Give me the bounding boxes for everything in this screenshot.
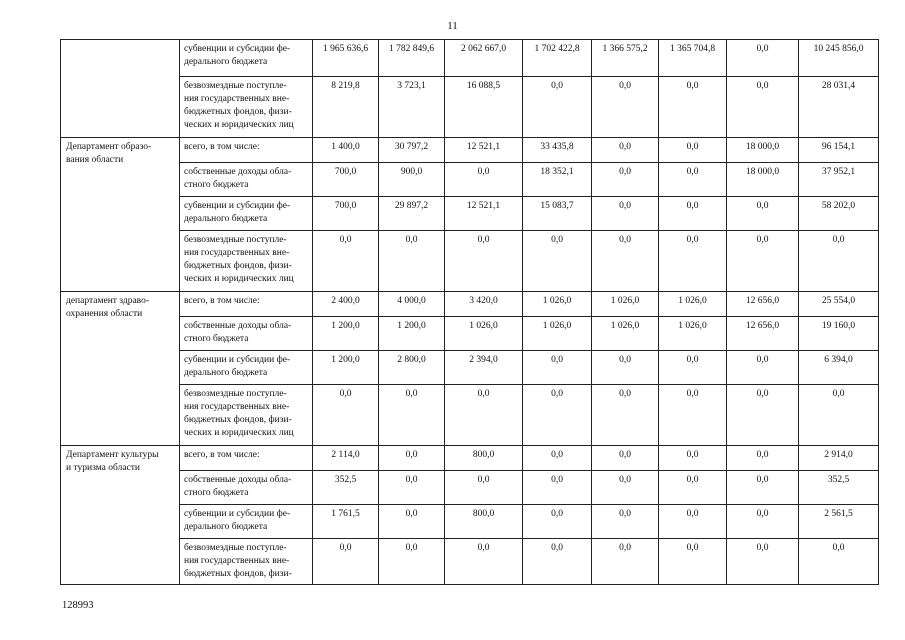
table-row — [61, 351, 879, 385]
table-row — [61, 471, 879, 505]
table-row — [61, 505, 879, 539]
value-cell: 2 914,0 — [799, 446, 879, 471]
value-cell: 0,0 — [727, 77, 799, 138]
value-cell: 0,0 — [523, 505, 592, 539]
value-cell: 12 521,1 — [445, 138, 523, 163]
indicator-cell: субвенции и субсидии фе- дерального бюджета — [180, 197, 313, 231]
value-cell: 0,0 — [659, 505, 727, 539]
value-cell: 0,0 — [727, 197, 799, 231]
table-body — [61, 40, 879, 585]
value-cell: 0,0 — [727, 385, 799, 446]
value-cell: 700,0 — [313, 163, 379, 197]
department-cell-education: Департамент образо- вания области — [61, 138, 180, 292]
indicator-cell: безвозмездные поступле- ния государственных вне- бюджетных фондов, физи- — [180, 539, 313, 585]
value-cell: 0,0 — [659, 77, 727, 138]
value-cell: 0,0 — [523, 231, 592, 292]
value-cell: 1 702 422,8 — [523, 40, 592, 77]
indicator-cell: субвенции и субсидии фе- дерального бюджета — [180, 351, 313, 385]
value-cell: 16 088,5 — [445, 77, 523, 138]
value-cell: 12 521,1 — [445, 197, 523, 231]
value-cell: 0,0 — [592, 385, 659, 446]
value-cell: 6 394,0 — [799, 351, 879, 385]
value-cell: 0,0 — [313, 231, 379, 292]
department-cell-culture: Департамент культуры и туризма области — [61, 446, 180, 585]
value-cell: 0,0 — [659, 446, 727, 471]
value-cell: 1 026,0 — [659, 317, 727, 351]
value-cell: 28 031,4 — [799, 77, 879, 138]
value-cell: 18 000,0 — [727, 163, 799, 197]
value-cell: 0,0 — [445, 231, 523, 292]
indicator-cell: всего, в том числе: — [180, 138, 313, 163]
value-cell: 1 026,0 — [523, 292, 592, 317]
value-cell: 1 026,0 — [592, 317, 659, 351]
value-cell: 0,0 — [592, 446, 659, 471]
value-cell: 1 400,0 — [313, 138, 379, 163]
value-cell: 0,0 — [727, 351, 799, 385]
indicator-cell: безвозмездные поступле- ния государственных вне- бюджетных фондов, физи- ческих и юридических лиц — [180, 231, 313, 292]
value-cell: 1 026,0 — [659, 292, 727, 317]
value-cell: 0,0 — [592, 231, 659, 292]
indicator-cell: собственные доходы обла- стного бюджета — [180, 471, 313, 505]
value-cell: 0,0 — [523, 351, 592, 385]
value-cell: 58 202,0 — [799, 197, 879, 231]
value-cell: 1 365 704,8 — [659, 40, 727, 77]
value-cell: 900,0 — [379, 163, 445, 197]
value-cell: 2 394,0 — [445, 351, 523, 385]
value-cell: 0,0 — [659, 385, 727, 446]
footer-code: 128993 — [62, 600, 94, 611]
value-cell: 19 160,0 — [799, 317, 879, 351]
department-cell-health: департамент здраво- охранения области — [61, 292, 180, 446]
value-cell: 0,0 — [445, 163, 523, 197]
value-cell: 33 435,8 — [523, 138, 592, 163]
value-cell: 0,0 — [523, 77, 592, 138]
value-cell: 0,0 — [379, 446, 445, 471]
value-cell: 25 554,0 — [799, 292, 879, 317]
value-cell: 0,0 — [727, 539, 799, 585]
indicator-cell: всего, в том числе: — [180, 446, 313, 471]
value-cell: 0,0 — [659, 197, 727, 231]
value-cell: 0,0 — [523, 385, 592, 446]
value-cell: 3 723,1 — [379, 77, 445, 138]
value-cell: 0,0 — [445, 385, 523, 446]
value-cell: 352,5 — [313, 471, 379, 505]
value-cell: 3 420,0 — [445, 292, 523, 317]
value-cell: 1 200,0 — [313, 351, 379, 385]
value-cell: 2 114,0 — [313, 446, 379, 471]
value-cell: 0,0 — [799, 385, 879, 446]
indicator-cell: субвенции и субсидии фе- дерального бюджета — [180, 40, 313, 77]
value-cell: 0,0 — [727, 471, 799, 505]
value-cell: 0,0 — [659, 351, 727, 385]
value-cell: 0,0 — [659, 163, 727, 197]
table-row — [61, 138, 879, 163]
indicator-cell: собственные доходы обла- стного бюджета — [180, 317, 313, 351]
value-cell: 0,0 — [592, 351, 659, 385]
value-cell: 0,0 — [379, 539, 445, 585]
value-cell: 1 026,0 — [445, 317, 523, 351]
table-row — [61, 77, 879, 138]
value-cell: 12 656,0 — [727, 317, 799, 351]
value-cell: 0,0 — [727, 446, 799, 471]
value-cell: 0,0 — [592, 505, 659, 539]
value-cell: 29 897,2 — [379, 197, 445, 231]
table-row — [61, 446, 879, 471]
value-cell: 1 200,0 — [379, 317, 445, 351]
value-cell: 0,0 — [799, 539, 879, 585]
value-cell: 1 200,0 — [313, 317, 379, 351]
indicator-cell: субвенции и субсидии фе- дерального бюджета — [180, 505, 313, 539]
value-cell: 800,0 — [445, 505, 523, 539]
value-cell: 0,0 — [799, 231, 879, 292]
table-row — [61, 539, 879, 585]
value-cell: 0,0 — [659, 471, 727, 505]
indicator-cell: всего, в том числе: — [180, 292, 313, 317]
value-cell: 0,0 — [379, 385, 445, 446]
table-row — [61, 40, 879, 77]
table-row — [61, 292, 879, 317]
value-cell: 0,0 — [523, 446, 592, 471]
value-cell: 0,0 — [659, 231, 727, 292]
value-cell: 800,0 — [445, 446, 523, 471]
value-cell: 0,0 — [379, 471, 445, 505]
department-cell-continued — [61, 40, 180, 138]
value-cell: 0,0 — [313, 385, 379, 446]
value-cell: 1 026,0 — [592, 292, 659, 317]
value-cell: 0,0 — [727, 231, 799, 292]
value-cell: 0,0 — [379, 505, 445, 539]
value-cell: 0,0 — [592, 77, 659, 138]
value-cell: 0,0 — [523, 539, 592, 585]
value-cell: 1 782 849,6 — [379, 40, 445, 77]
value-cell: 10 245 856,0 — [799, 40, 879, 77]
value-cell: 12 656,0 — [727, 292, 799, 317]
value-cell: 2 400,0 — [313, 292, 379, 317]
value-cell: 2 561,5 — [799, 505, 879, 539]
table-row — [61, 197, 879, 231]
value-cell: 1 965 636,6 — [313, 40, 379, 77]
value-cell: 0,0 — [313, 539, 379, 585]
value-cell: 700,0 — [313, 197, 379, 231]
value-cell: 1 366 575,2 — [592, 40, 659, 77]
value-cell: 0,0 — [445, 471, 523, 505]
value-cell: 0,0 — [379, 231, 445, 292]
value-cell: 8 219,8 — [313, 77, 379, 138]
value-cell: 18 000,0 — [727, 138, 799, 163]
budget-table — [60, 39, 879, 585]
value-cell: 0,0 — [592, 539, 659, 585]
indicator-cell: безвозмездные поступле- ния государственных вне- бюджетных фондов, физи- ческих и юридических лиц — [180, 77, 313, 138]
value-cell: 18 352,1 — [523, 163, 592, 197]
value-cell: 0,0 — [445, 539, 523, 585]
value-cell: 2 062 667,0 — [445, 40, 523, 77]
value-cell: 0,0 — [592, 138, 659, 163]
value-cell: 0,0 — [523, 471, 592, 505]
indicator-cell: собственные доходы обла- стного бюджета — [180, 163, 313, 197]
value-cell: 2 800,0 — [379, 351, 445, 385]
value-cell: 0,0 — [659, 539, 727, 585]
value-cell: 0,0 — [727, 40, 799, 77]
value-cell: 0,0 — [592, 197, 659, 231]
table-row — [61, 317, 879, 351]
table-row — [61, 385, 879, 446]
indicator-cell: безвозмездные поступле- ния государственных вне- бюджетных фондов, физи- ческих и юридических лиц — [180, 385, 313, 446]
value-cell: 352,5 — [799, 471, 879, 505]
value-cell: 30 797,2 — [379, 138, 445, 163]
value-cell: 0,0 — [727, 505, 799, 539]
value-cell: 0,0 — [592, 471, 659, 505]
value-cell: 15 083,7 — [523, 197, 592, 231]
value-cell: 4 000,0 — [379, 292, 445, 317]
page-number: 11 — [447, 20, 458, 32]
value-cell: 37 952,1 — [799, 163, 879, 197]
table-row — [61, 163, 879, 197]
value-cell: 1 026,0 — [523, 317, 592, 351]
value-cell: 1 761,5 — [313, 505, 379, 539]
value-cell: 0,0 — [659, 138, 727, 163]
table-row — [61, 231, 879, 292]
value-cell: 0,0 — [592, 163, 659, 197]
value-cell: 96 154,1 — [799, 138, 879, 163]
